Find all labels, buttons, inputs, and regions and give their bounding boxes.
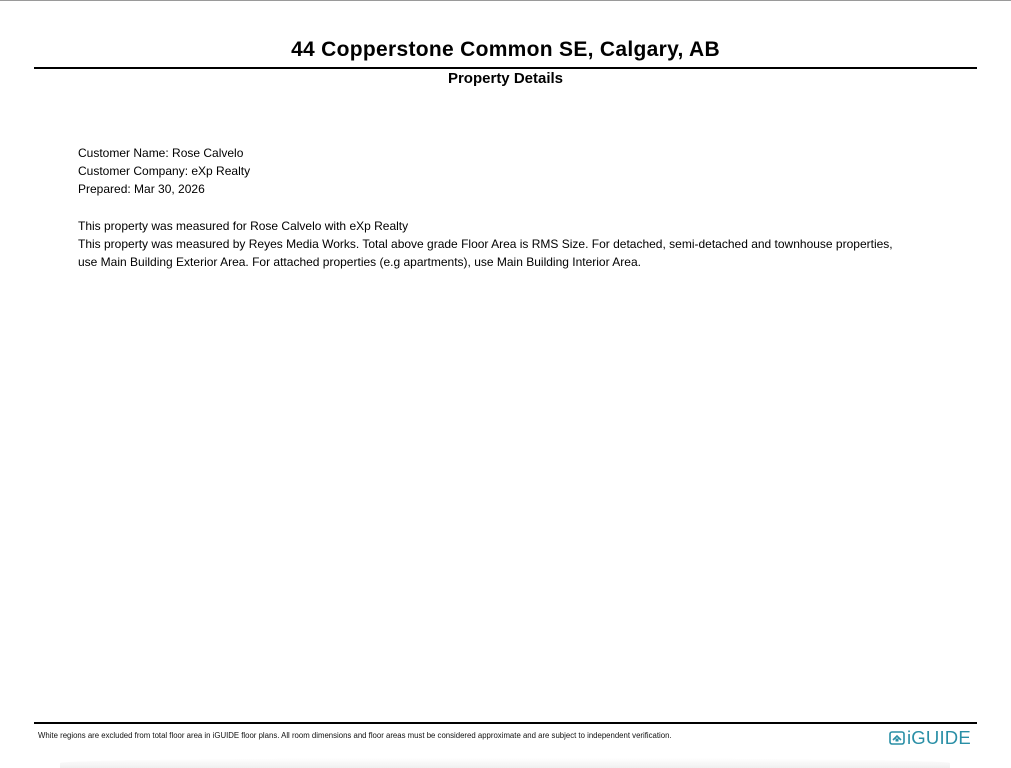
footer-disclaimer: White regions are excluded from total floor area in iGUIDE floor plans. All room dimensions and floor areas must be considered approximate and are subject to independent verification.	[38, 731, 672, 740]
customer-name: Customer Name: Rose Calvelo	[78, 146, 244, 160]
iguide-logo-icon	[889, 730, 905, 746]
measured-for-line: This property was measured for Rose Calvelo with eXp Realty	[78, 219, 409, 233]
page-subtitle: Property Details	[447, 70, 564, 87]
iguide-logo	[889, 727, 971, 749]
measurement-statement	[78, 217, 908, 271]
customer-info	[78, 144, 898, 198]
footer-divider	[34, 722, 977, 724]
page-title: 44 Copperstone Common SE, Calgary, AB	[291, 38, 720, 61]
title-divider	[34, 67, 977, 69]
measured-by-paragraph: This property was measured by Reyes Media Works. Total above grade Floor Area is RMS Size. For detached, semi-detached and townhouse properties, use Main Building Exterior Area. For attached properties (e.g apartments), use Main Building Interior Area.	[78, 237, 893, 269]
prepared-date: Prepared: Mar 30, 2026	[78, 182, 205, 196]
customer-company: Customer Company: eXp Realty	[78, 164, 251, 178]
iguide-logo-text: iGUIDE	[907, 727, 971, 748]
page-shadow	[60, 758, 950, 768]
